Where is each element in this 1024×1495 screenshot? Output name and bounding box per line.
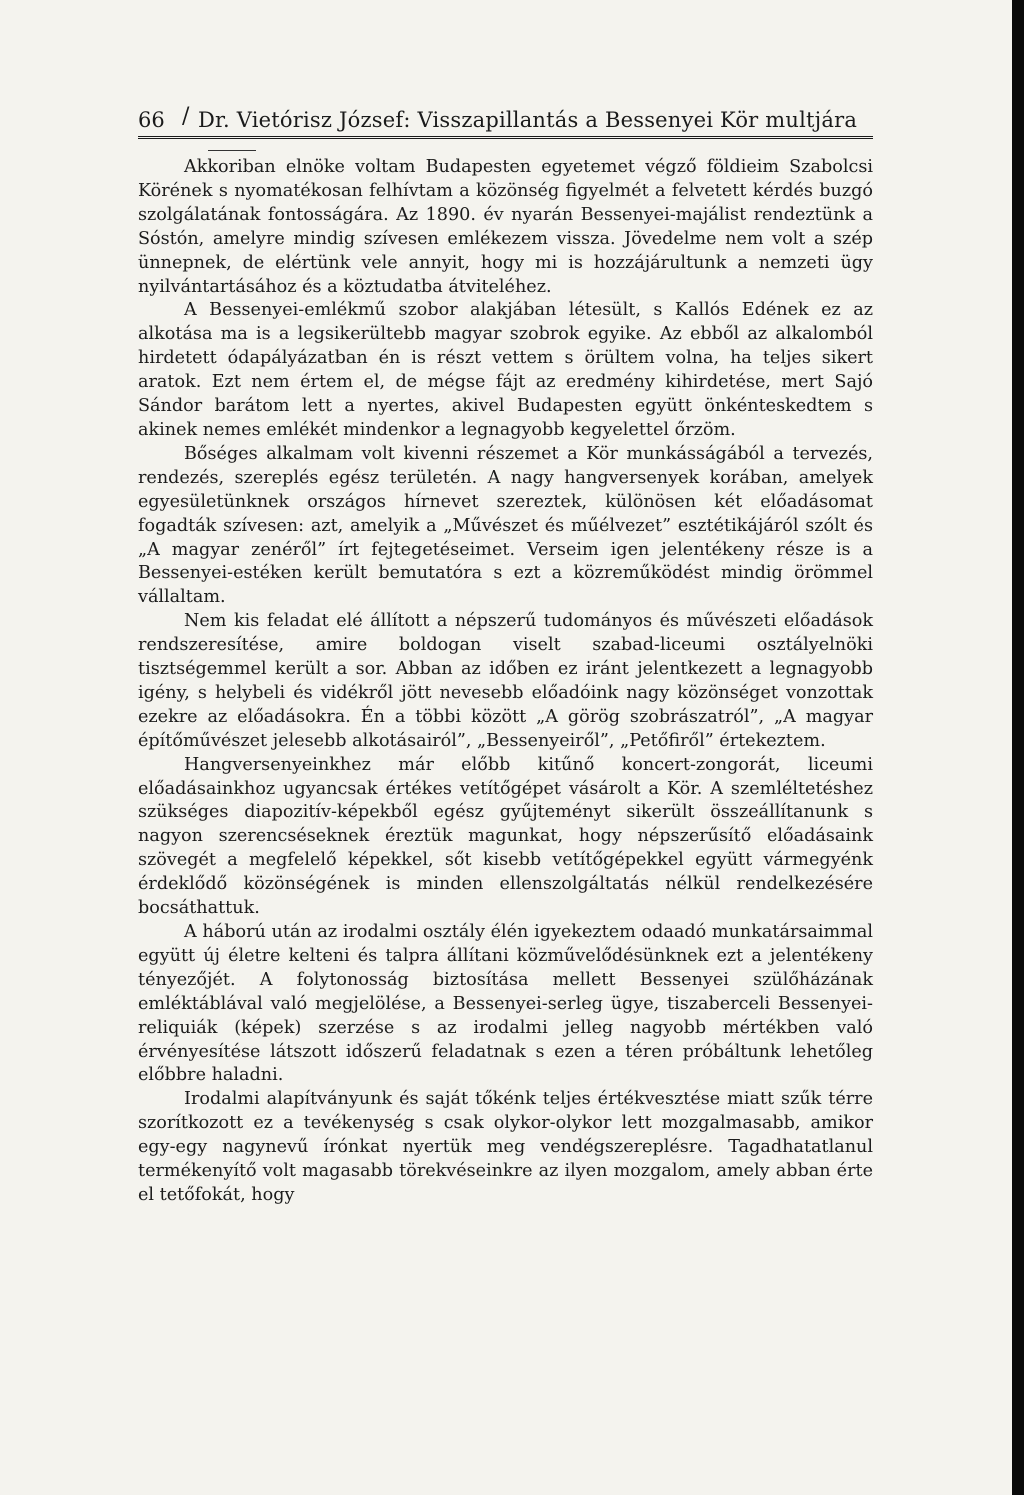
page-header — [138, 106, 873, 140]
ornament-rule — [208, 150, 256, 151]
page-number: 66 — [138, 108, 165, 132]
paragraph-4: Nem kis feladat elé állított a népszerű tudományos és művészeti előadások rendszeresítése, amire boldogan viselt szabad-liceumi osztályelnöki tisztségemmel került a sor. Abban az időben ez iránt jelentkezett a legnagyobb igény, s helybeli és vidékről jött nevesebb előadóink nagy közönséget vonzottak ezekre az előadásokra. Én a többi között „A görög szobrászatról”, „A magyar építőművészet jelesebb alkotásairól”, „Bessenyeiről”, „Petőfiről” értekeztem. — [138, 611, 873, 751]
paragraph-5: Hangversenyeinkhez már előbb kitűnő koncert-zongorát, liceumi előadásainkhoz ugyancsak értékes vetítőgépet vásárolt a Kör. A szemléltetéshez szükséges diapozitív-képekből egész gyűjteményt sikerült összeállítanunk s nagyon szerencséseknek éreztük magunkat, hogy népszerűsítő előadásaink szövegét a megfelelő képekkel, sőt kisebb vetítőgépekkel együtt vármegyénk érdeklődő közönségének is minden ellenszolgáltatás nélkül rendelkezésére bocsáthattuk. — [138, 754, 873, 919]
paragraph-3: Bőséges alkalmam volt kivenni részemet a Kör munkásságából a tervezés, rendezés, szereplés egész területén. A nagy hangversenyek korában, amelyek egyesületünknek országos hírnevet szereztek, különösen két előadásomat fogadták szívesen: azt, amelyik a „Művészet és műélvezet” esztétikájáról szólt és „A magyar zenéről” írt fejtegetéseimet. Verseim igen jelentékeny része is a Bessenyei-estéken került bemutatóra s ezt a közreműködést mindig örömmel vállaltam. — [138, 443, 873, 608]
paragraph-6: A háború után az irodalmi osztály élén igyekeztem odaadó munkatársaimmal együtt új életre kelteni és talpra állítani közművelődésünknek ezt a jelentékeny tényezőjét. A folytonosság biztosítása mellett Bessenyei szülőházának emléktáblával való megjelölése, a Bessenyei-serleg ügye, tiszaberceli Bessenyei-reliquiák (képek) szerzése s az irodalmi jelleg nagyobb mértékben való érvényesítése látszott időszerű feladatnak s ezen a téren próbáltunk lehetőleg előbbre haladni. — [138, 922, 873, 1086]
scan-edge — [1012, 0, 1024, 1495]
paragraph-2: A Bessenyei-emlékmű szobor alakjában létesült, s Kallós Edének ez az alkotása ma is a legsikerültebb magyar szobrok egyike. Az ebből az alkalomból hirdetett ódapályázatban én is részt vettem s örültem volna, ha teljes sikert aratok. Ezt nem értem el, de mégse fájt az eredmény kihirdetése, mert Sajó Sándor barátom lett a nyertes, akivel Budapesten együtt önkénteskedtem s akinek nemes emlékét mindenkor a legnagyobb kegyelettel őrzöm. — [138, 300, 873, 440]
header-rule — [138, 136, 873, 139]
header-pen-mark: / — [182, 104, 190, 129]
paragraph-1: Akkoriban elnöke voltam Budapesten egyetemet végző földieim Szabolcsi Körének s nyomatékosan felhívtam a közönség figyelmét a felvetett kérdés buzgó szolgálatának fontosságára. Az 1890. év nyarán Bessenyei-majálist rendeztünk a Sóstón, amelyre mindig szívesen emlékezem vissza. Jövedelme nem volt a szép ünnepnek, de elértünk vele annyit, hogy mi is hozzájárultunk a nemzeti ügy nyilvántartásához és a köztudatba átviteléhez. — [138, 157, 873, 297]
running-title: Dr. Vietórisz József: Visszapillantás a Bessenyei Kör multjára — [198, 108, 858, 132]
body-text — [138, 156, 873, 1208]
paragraph-7: Irodalmi alapítványunk és saját tőkénk teljes értékvesztése miatt szűk térre szorítkozott ez a tevékenység s csak olykor-olykor lett mozgalmasabb, amikor egy-egy nagynevű írónkat nyertük meg vendégszereplésre. Tagadhatatlanul termékenyítő volt magasabb törekvéseinkre az ilyen mozgalom, amely abban érte el tetőfokát, hogy — [138, 1089, 873, 1205]
